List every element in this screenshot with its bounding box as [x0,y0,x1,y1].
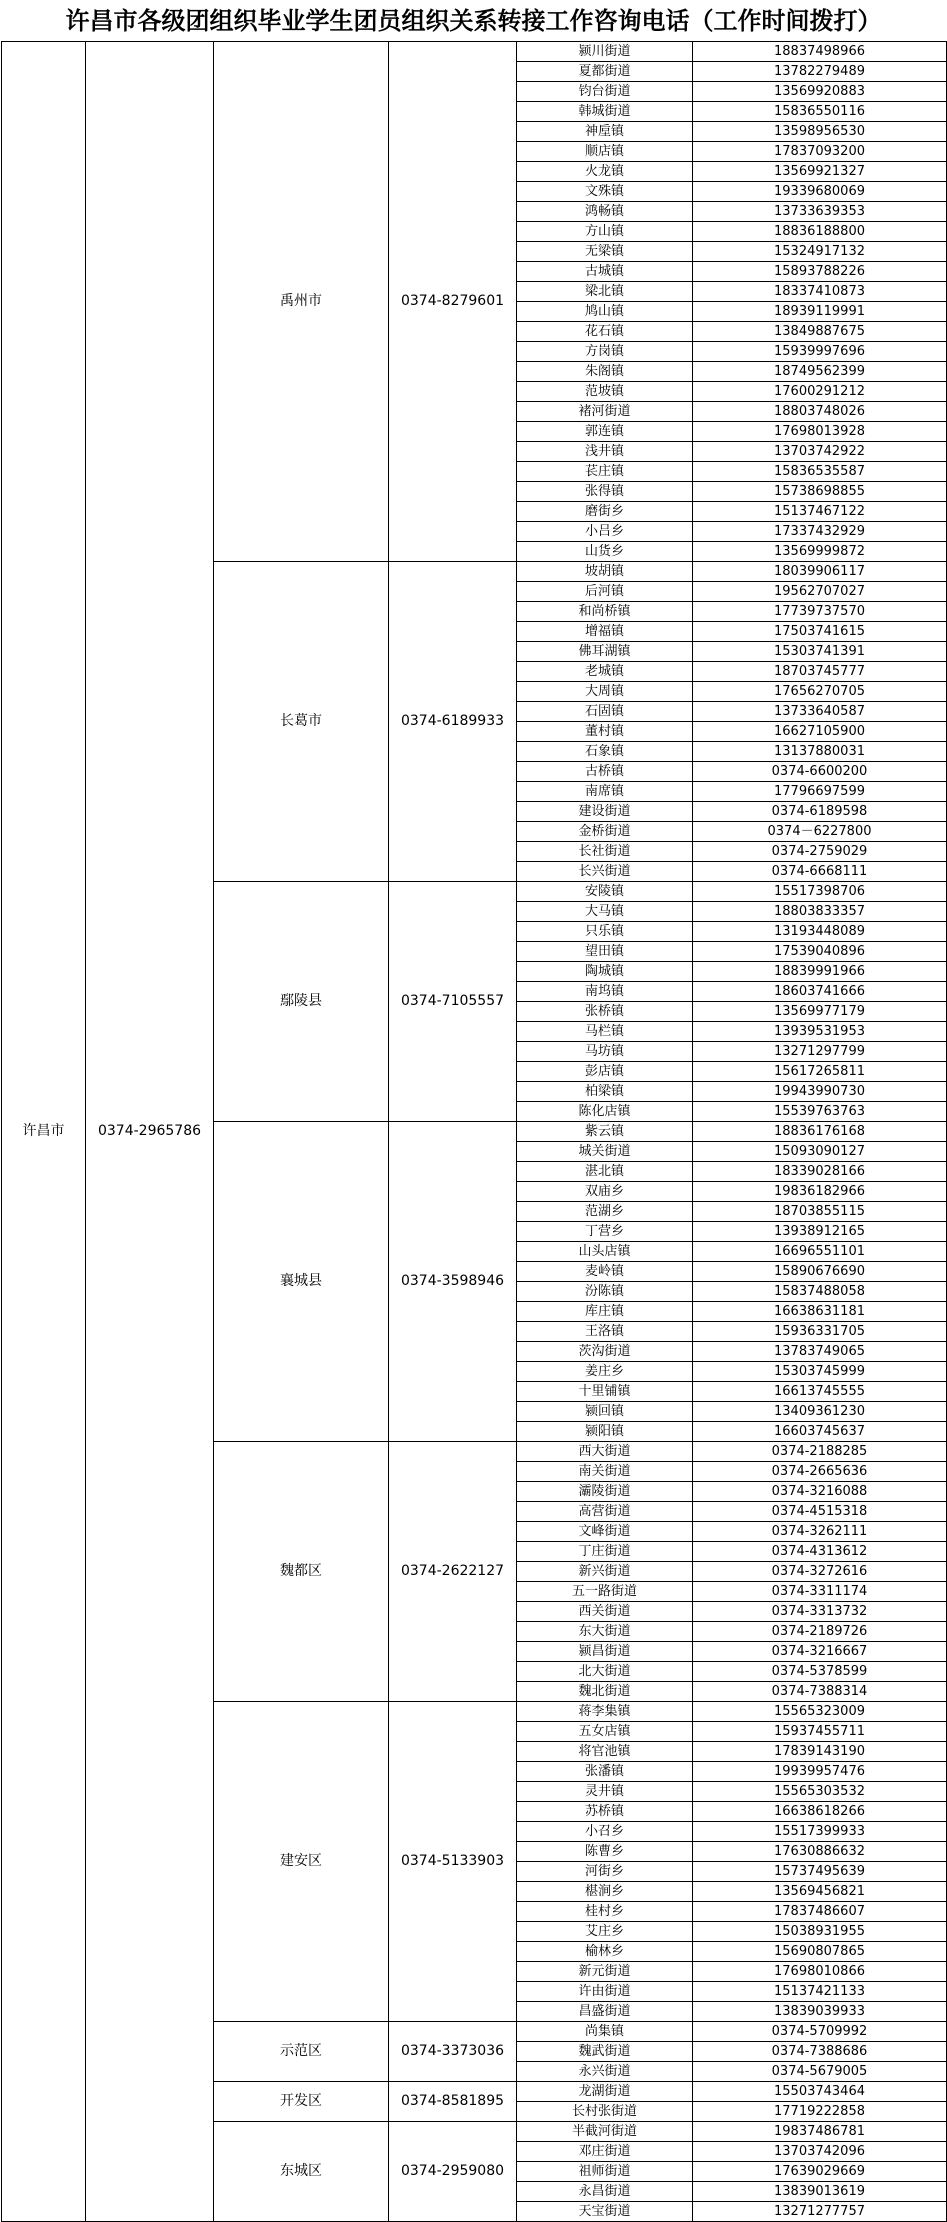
town-phone: 16627105900 [693,722,947,742]
town-name: 长社街道 [517,842,693,862]
town-phone: 13598956530 [693,122,947,142]
town-phone: 13783749065 [693,1342,947,1362]
town-phone: 0374-7388686 [693,2042,947,2062]
town-name: 金桥街道 [517,822,693,842]
town-name: 颍阳镇 [517,1422,693,1442]
town-phone: 18837498966 [693,42,947,62]
district-name: 建安区 [214,1702,389,2022]
town-phone: 18803833357 [693,902,947,922]
town-phone: 13849887675 [693,322,947,342]
town-phone: 19562707027 [693,582,947,602]
district-name: 东城区 [214,2122,389,2222]
town-phone: 0374-6668111 [693,862,947,882]
town-phone: 0374-3311174 [693,1582,947,1602]
town-name: 无梁镇 [517,242,693,262]
town-phone: 0374-3216667 [693,1642,947,1662]
town-phone: 17837486607 [693,1902,947,1922]
town-phone: 0374-5709992 [693,2022,947,2042]
town-name: 城关街道 [517,1142,693,1162]
town-name: 魏武街道 [517,2042,693,2062]
town-phone: 0374-6600200 [693,762,947,782]
town-phone: 18749562399 [693,362,947,382]
town-phone: 17539040896 [693,942,947,962]
town-name: 灞陵街道 [517,1482,693,1502]
town-phone: 19943990730 [693,1082,947,1102]
town-name: 浅井镇 [517,442,693,462]
town-phone: 15303745999 [693,1362,947,1382]
town-name: 双庙乡 [517,1182,693,1202]
town-phone: 15936331705 [693,1322,947,1342]
town-name: 范湖乡 [517,1202,693,1222]
town-phone: 0374-4515318 [693,1502,947,1522]
town-name: 颍回镇 [517,1402,693,1422]
town-name: 陈化店镇 [517,1102,693,1122]
town-phone: 19339680069 [693,182,947,202]
town-name: 鸠山镇 [517,302,693,322]
district-name: 示范区 [214,2022,389,2082]
town-name: 柏梁镇 [517,1082,693,1102]
town-phone: 0374-4313612 [693,1542,947,1562]
town-name: 颍川街道 [517,42,693,62]
town-phone: 0374-7388314 [693,1682,947,1702]
town-name: 库庄镇 [517,1302,693,1322]
town-name: 魏北街道 [517,1682,693,1702]
town-phone: 13839039933 [693,2002,947,2022]
town-name: 坡胡镇 [517,562,693,582]
district-name: 开发区 [214,2082,389,2122]
district-phone: 0374-5133903 [389,1702,517,2022]
town-phone: 13569920883 [693,82,947,102]
town-name: 麦岭镇 [517,1262,693,1282]
district-phone: 0374-8581895 [389,2082,517,2122]
town-phone: 18703745777 [693,662,947,682]
town-phone: 15617265811 [693,1062,947,1082]
town-name: 北大街道 [517,1662,693,1682]
town-phone: 18339028166 [693,1162,947,1182]
town-name: 十里铺镇 [517,1382,693,1402]
town-phone: 15836550116 [693,102,947,122]
town-phone: 13271297799 [693,1042,947,1062]
town-phone: 13703742096 [693,2142,947,2162]
town-phone: 0374-3216088 [693,1482,947,1502]
town-name: 长兴街道 [517,862,693,882]
town-phone: 17630886632 [693,1842,947,1862]
town-name: 椹涧乡 [517,1882,693,1902]
town-phone: 15503743464 [693,2082,947,2102]
town-name: 桂村乡 [517,1902,693,1922]
district-name: 禹州市 [214,42,389,562]
town-phone: 13939531953 [693,1022,947,1042]
town-name: 大周镇 [517,682,693,702]
town-name: 尚集镇 [517,2022,693,2042]
town-name: 张桥镇 [517,1002,693,1022]
town-name: 马坊镇 [517,1042,693,1062]
town-phone: 18603741666 [693,982,947,1002]
town-phone: 13839013619 [693,2182,947,2202]
town-phone: 13193448089 [693,922,947,942]
town-name: 苌庄镇 [517,462,693,482]
town-name: 鸿畅镇 [517,202,693,222]
town-phone: 15093090127 [693,1142,947,1162]
town-phone: 17839143190 [693,1742,947,1762]
town-name: 苏桥镇 [517,1802,693,1822]
town-name: 丁营乡 [517,1222,693,1242]
town-name: 西关街道 [517,1602,693,1622]
town-phone: 19836182966 [693,1182,947,1202]
town-phone: 0374-3313732 [693,1602,947,1622]
town-phone: 0374-3262111 [693,1522,947,1542]
town-phone: 15324917132 [693,242,947,262]
district-phone: 0374-8279601 [389,42,517,562]
town-phone: 17739737570 [693,602,947,622]
town-name: 陈曹乡 [517,1842,693,1862]
town-name: 望田镇 [517,942,693,962]
town-name: 五女店镇 [517,1722,693,1742]
town-name: 小召乡 [517,1822,693,1842]
town-phone: 16696551101 [693,1242,947,1262]
town-phone: 0374-2189726 [693,1622,947,1642]
town-name: 马栏镇 [517,1022,693,1042]
town-phone: 16638631181 [693,1302,947,1322]
town-name: 湛北镇 [517,1162,693,1182]
town-name: 祖师街道 [517,2162,693,2182]
town-name: 将官池镇 [517,1742,693,1762]
town-phone: 17719222858 [693,2102,947,2122]
town-phone: 15517399933 [693,1822,947,1842]
city-name: 许昌市 [2,42,86,2222]
town-phone: 15303741391 [693,642,947,662]
town-phone: 0374－6227800 [693,822,947,842]
town-name: 方岗镇 [517,342,693,362]
district-name: 襄城县 [214,1122,389,1442]
town-phone: 15137421133 [693,1982,947,2002]
town-name: 长村张街道 [517,2102,693,2122]
town-phone: 0374-6189598 [693,802,947,822]
town-phone: 18039906117 [693,562,947,582]
town-name: 邓庄街道 [517,2142,693,2162]
town-name: 古城镇 [517,262,693,282]
town-name: 石固镇 [517,702,693,722]
town-phone: 13409361230 [693,1402,947,1422]
town-phone: 0374-3272616 [693,1562,947,1582]
town-phone: 18803748026 [693,402,947,422]
district-name: 鄢陵县 [214,882,389,1122]
town-phone: 13782279489 [693,62,947,82]
table-row [2,42,947,62]
town-name: 紫云镇 [517,1122,693,1142]
town-phone: 17656270705 [693,682,947,702]
town-name: 朱阁镇 [517,362,693,382]
town-name: 安陵镇 [517,882,693,902]
town-name: 王洛镇 [517,1322,693,1342]
town-name: 彭店镇 [517,1062,693,1082]
district-phone: 0374-2959080 [389,2122,517,2222]
town-phone: 17639029669 [693,2162,947,2182]
town-name: 后河镇 [517,582,693,602]
contact-table [1,41,947,2222]
town-phone: 13733640587 [693,702,947,722]
district-name: 魏都区 [214,1442,389,1702]
town-name: 韩城街道 [517,102,693,122]
page-title: 许昌市各级团组织毕业学生团员组织关系转接工作咨询电话（工作时间拨打） [65,6,882,35]
town-phone: 15837488058 [693,1282,947,1302]
town-phone: 13938912165 [693,1222,947,1242]
town-phone: 13569456821 [693,1882,947,1902]
town-name: 方山镇 [517,222,693,242]
town-name: 郭连镇 [517,422,693,442]
town-name: 蒋李集镇 [517,1702,693,1722]
town-phone: 16603745637 [693,1422,947,1442]
town-name: 神垕镇 [517,122,693,142]
town-name: 古桥镇 [517,762,693,782]
town-phone: 18836176168 [693,1122,947,1142]
town-name: 姜庄乡 [517,1362,693,1382]
district-phone: 0374-2622127 [389,1442,517,1702]
district-phone: 0374-6189933 [389,562,517,882]
town-name: 榆林乡 [517,1942,693,1962]
town-phone: 17796697599 [693,782,947,802]
town-name: 艾庄乡 [517,1922,693,1942]
town-name: 建设街道 [517,802,693,822]
district-phone: 0374-7105557 [389,882,517,1122]
town-phone: 15137467122 [693,502,947,522]
town-name: 佛耳湖镇 [517,642,693,662]
town-phone: 15038931955 [693,1922,947,1942]
town-phone: 15565323009 [693,1702,947,1722]
town-phone: 17698010866 [693,1962,947,1982]
town-name: 许由街道 [517,1982,693,2002]
town-phone: 13703742922 [693,442,947,462]
town-phone: 18703855115 [693,1202,947,1222]
town-name: 永昌街道 [517,2182,693,2202]
town-name: 老城镇 [517,662,693,682]
district-phone: 0374-3598946 [389,1122,517,1442]
town-phone: 19939957476 [693,1762,947,1782]
city-phone: 0374-2965786 [86,42,214,2222]
town-name: 半截河街道 [517,2122,693,2142]
town-name: 石象镇 [517,742,693,762]
town-name: 文峰街道 [517,1522,693,1542]
town-phone: 15738698855 [693,482,947,502]
town-phone: 15517398706 [693,882,947,902]
town-phone: 0374-2188285 [693,1442,947,1462]
town-name: 丁庄街道 [517,1542,693,1562]
town-name: 张潘镇 [517,1762,693,1782]
town-name: 南席镇 [517,782,693,802]
town-phone: 16613745555 [693,1382,947,1402]
town-phone: 18836188800 [693,222,947,242]
town-name: 陶城镇 [517,962,693,982]
town-phone: 17698013928 [693,422,947,442]
town-name: 褚河街道 [517,402,693,422]
town-name: 颍昌街道 [517,1642,693,1662]
town-phone: 18337410873 [693,282,947,302]
town-phone: 15937455711 [693,1722,947,1742]
town-name: 山头店镇 [517,1242,693,1262]
town-name: 文殊镇 [517,182,693,202]
town-phone: 0374-2759029 [693,842,947,862]
town-name: 钧台街道 [517,82,693,102]
town-name: 五一路街道 [517,1582,693,1602]
town-name: 和尚桥镇 [517,602,693,622]
town-name: 张得镇 [517,482,693,502]
town-name: 汾陈镇 [517,1282,693,1302]
town-phone: 15539763763 [693,1102,947,1122]
town-name: 磨街乡 [517,502,693,522]
town-name: 河街乡 [517,1862,693,1882]
town-name: 南关街道 [517,1462,693,1482]
district-phone: 0374-3373036 [389,2022,517,2082]
town-phone: 15893788226 [693,262,947,282]
town-name: 山货乡 [517,542,693,562]
town-phone: 15890676690 [693,1262,947,1282]
town-phone: 17837093200 [693,142,947,162]
town-name: 南坞镇 [517,982,693,1002]
town-name: 东大街道 [517,1622,693,1642]
town-phone: 13569921327 [693,162,947,182]
town-name: 只乐镇 [517,922,693,942]
town-phone: 13733639353 [693,202,947,222]
town-phone: 17600291212 [693,382,947,402]
town-phone: 15690807865 [693,1942,947,1962]
town-phone: 17503741615 [693,622,947,642]
town-name: 天宝街道 [517,2202,693,2222]
town-phone: 0374-2665636 [693,1462,947,1482]
town-phone: 13271277757 [693,2202,947,2222]
town-phone: 18839991966 [693,962,947,982]
district-name: 长葛市 [214,562,389,882]
town-name: 高营街道 [517,1502,693,1522]
town-phone: 0374-5378599 [693,1662,947,1682]
town-phone: 17337432929 [693,522,947,542]
town-name: 梁北镇 [517,282,693,302]
town-phone: 15836535587 [693,462,947,482]
town-name: 范坡镇 [517,382,693,402]
town-name: 永兴街道 [517,2062,693,2082]
town-name: 灵井镇 [517,1782,693,1802]
town-name: 花石镇 [517,322,693,342]
town-name: 增福镇 [517,622,693,642]
town-phone: 15565303532 [693,1782,947,1802]
town-name: 董村镇 [517,722,693,742]
town-name: 火龙镇 [517,162,693,182]
town-phone: 13137880031 [693,742,947,762]
town-name: 茨沟街道 [517,1342,693,1362]
town-name: 龙湖街道 [517,2082,693,2102]
town-name: 小吕乡 [517,522,693,542]
town-name: 新元街道 [517,1962,693,1982]
town-phone: 15737495639 [693,1862,947,1882]
town-phone: 15939997696 [693,342,947,362]
town-phone: 0374-5679005 [693,2062,947,2082]
town-name: 西大街道 [517,1442,693,1462]
town-name: 新兴街道 [517,1562,693,1582]
town-name: 大马镇 [517,902,693,922]
town-phone: 16638618266 [693,1802,947,1822]
town-name: 夏都街道 [517,62,693,82]
town-name: 昌盛街道 [517,2002,693,2022]
town-phone: 13569977179 [693,1002,947,1022]
town-phone: 19837486781 [693,2122,947,2142]
town-name: 顺店镇 [517,142,693,162]
town-phone: 18939119991 [693,302,947,322]
town-phone: 13569999872 [693,542,947,562]
